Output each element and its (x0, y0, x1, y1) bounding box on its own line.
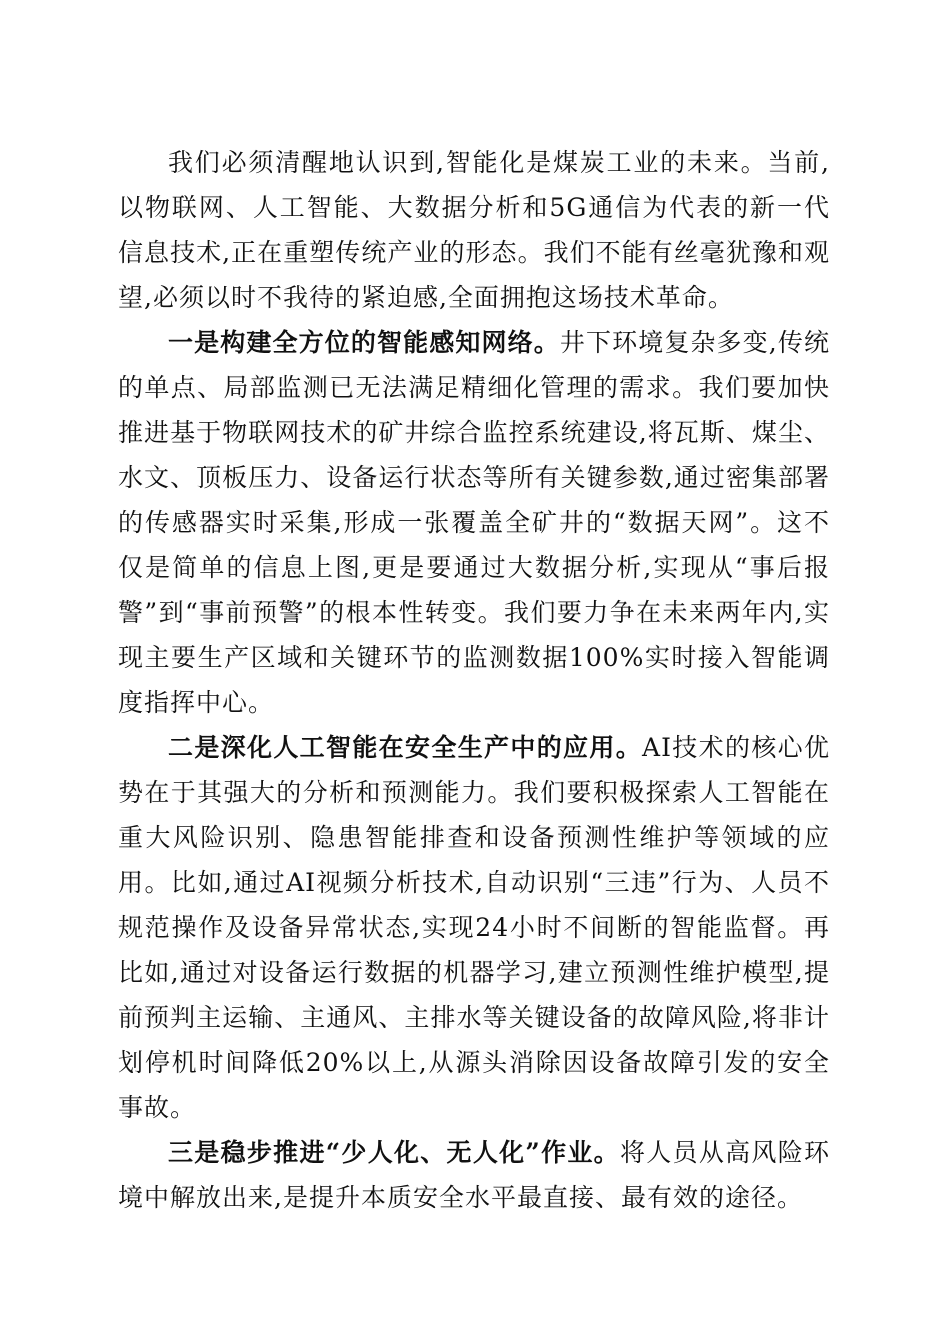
document-body (118, 140, 830, 1220)
paragraph-lead: 二是深化人工智能在安全生产中的应用。 (168, 733, 643, 762)
paragraph-point-two (118, 725, 830, 1130)
paragraph-text: 井下环境复杂多变,传统的单点、局部监测已无法满足精细化管理的需求。我们要加快推进基于物联网技术的矿井综合监控系统建设,将瓦斯、煤尘、水文、顶板压力、设备运行状态等所有关键参数,通过密集部署的传感器实时采集,形成一张覆盖全矿井的“数据天网”。这不仅是简单的信息上图,更是要通过大数据分析,实现从“事后报警”到“事前预警”的根本性转变。我们要力争在未来两年内,实现主要生产区域和关键环节的监测数据100%实时接入智能调度指挥中心。 (118, 328, 830, 717)
paragraph-point-three (118, 1130, 830, 1220)
paragraph-text: 我们必须清醒地认识到,智能化是煤炭工业的未来。当前,以物联网、人工智能、大数据分析和5G通信为代表的新一代信息技术,正在重塑传统产业的形态。我们不能有丝毫犹豫和观望,必须以时不我待的紧迫感,全面拥抱这场技术革命。 (118, 148, 830, 312)
paragraph-intro (118, 140, 830, 320)
paragraph-text: AI技术的核心优势在于其强大的分析和预测能力。我们要积极探索人工智能在重大风险识别、隐患智能排查和设备预测性维护等领域的应用。比如,通过AI视频分析技术,自动识别“三违”行为、人员不规范操作及设备异常状态,实现24小时不间断的智能监督。再比如,通过对设备运行数据的机器学习,建立预测性维护模型,提前预判主运输、主通风、主排水等关键设备的故障风险,将非计划停机时间降低20%以上,从源头消除因设备故障引发的安全事故。 (118, 733, 830, 1122)
paragraph-lead: 一是构建全方位的智能感知网络。 (168, 328, 560, 357)
paragraph-point-one (118, 320, 830, 725)
paragraph-text: 将人员从高风险环境中解放出来,是提升本质安全水平最直接、最有效的途径。 (118, 1138, 830, 1212)
paragraph-lead: 三是稳步推进“少人化、无人化”作业。 (168, 1138, 620, 1167)
